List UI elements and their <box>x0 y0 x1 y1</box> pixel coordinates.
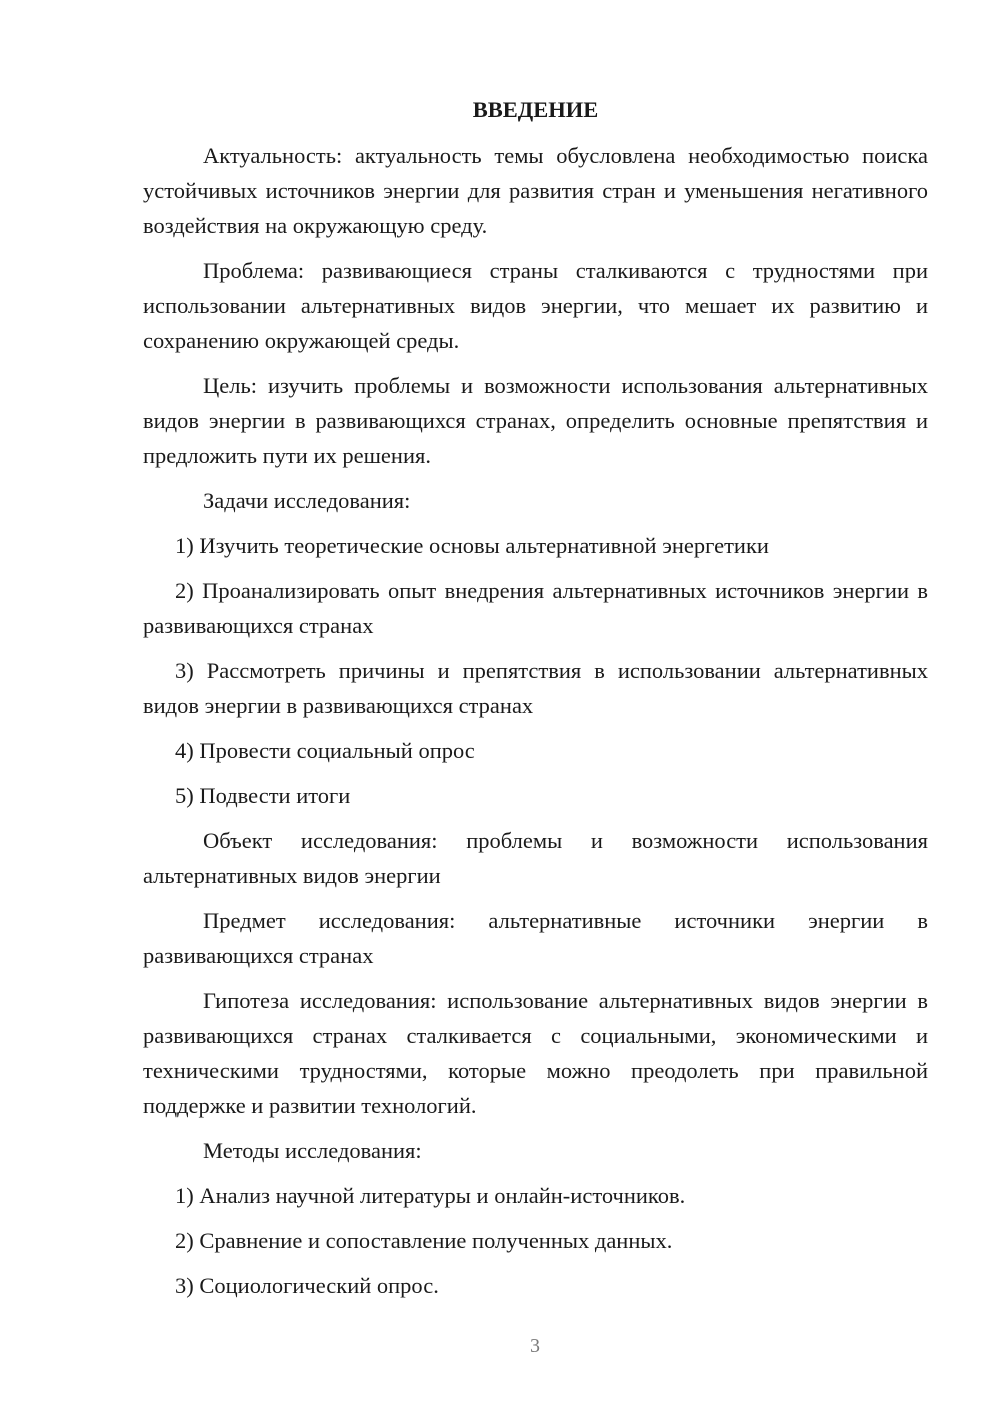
task-item-5: 5) Подвести итоги <box>175 783 351 808</box>
method-item-2: 2) Сравнение и сопоставление полученных данных. <box>175 1228 673 1253</box>
methods-heading: Методы исследования: <box>203 1138 422 1163</box>
task-item-2: 2) Проанализировать опыт внедрения альтернативных источников энергии в развивающихся странах <box>143 578 928 638</box>
paragraph-hypothesis: Гипотеза исследования: использование альтернативных видов энергии в развивающихся странах сталкивается с социальными, экономическими и техническими трудностями, которые можно преодолеть при правильной поддержке и развитии технологий. <box>143 988 928 1118</box>
method-item-3: 3) Социологический опрос. <box>175 1273 439 1298</box>
paragraph-goal: Цель: изучить проблемы и возможности использования альтернативных видов энергии в развивающихся странах, определить основные препятствия и предложить пути их решения. <box>143 373 928 468</box>
method-item-1: 1) Анализ научной литературы и онлайн-источников. <box>175 1183 686 1208</box>
task-item-1: 1) Изучить теоретические основы альтернативной энергетики <box>175 533 769 558</box>
task-item-4: 4) Провести социальный опрос <box>175 738 475 763</box>
section-title: ВВЕДЕНИЕ <box>472 97 599 122</box>
paragraph-relevance: Актуальность: актуальность темы обусловлена необходимостью поиска устойчивых источников энергии для развития стран и уменьшения негативного воздействия на окружающую среду. <box>143 143 928 238</box>
page-number: 3 <box>530 1335 540 1357</box>
page-content <box>143 92 928 1313</box>
paragraph-problem: Проблема: развивающиеся страны сталкиваются с трудностями при использовании альтернативных видов энергии, что мешает их развитию и сохранению окружающей среды. <box>143 258 928 353</box>
paragraph-object: Объект исследования: проблемы и возможности использования альтернативных видов энергии <box>143 828 928 888</box>
paragraph-subject: Предмет исследования: альтернативные источники энергии в развивающихся странах <box>143 908 928 968</box>
task-item-3: 3) Рассмотреть причины и препятствия в использовании альтернативных видов энергии в развивающихся странах <box>143 658 928 718</box>
tasks-heading: Задачи исследования: <box>203 488 411 513</box>
